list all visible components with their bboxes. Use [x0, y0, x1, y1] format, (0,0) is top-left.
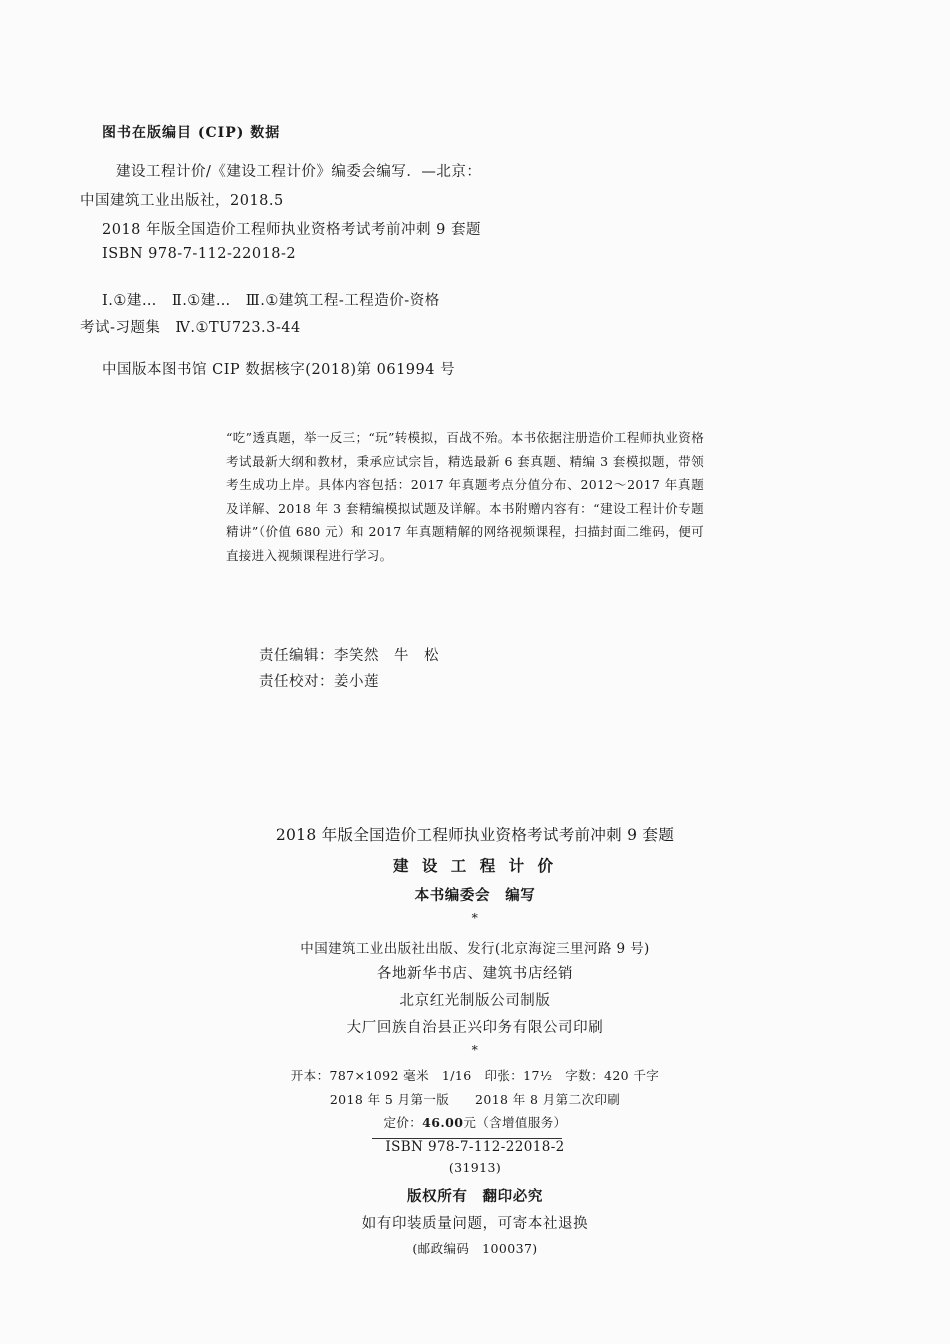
cip-line-1: 建设工程计价/《建设工程计价》编委会编写．—北京： — [116, 164, 482, 180]
printer-line: 大厂回族自治县正兴印务有限公司印刷 — [346, 1020, 604, 1036]
cip-heading: 图书在版编目 (CIP) 数据 — [102, 125, 281, 141]
series-title: 2018 年版全国造价工程师执业资格考试考前冲刺 9 套题 — [275, 826, 675, 844]
cip-line-2: 中国建筑工业出版社，2018.5 — [80, 193, 284, 209]
cip-line-6: 考试-习题集 Ⅳ.①TU723.3-44 — [80, 320, 301, 336]
responsible-proofreader: 责任校对：姜小莲 — [259, 674, 379, 690]
typesetter-line: 北京红光制版公司制版 — [399, 993, 551, 1009]
book-summary: “吃”透真题，举一反三；“玩”转模拟，百战不殆。本书依据注册造价工程师执业资格考试最新大纲和教材，秉承应试宗旨，精选最新 6 套真题、精编 3 套模拟题，带领考生成功上岸。具体内容包括：2017 年真题考点分值分布、2012～2017 年真题及详解、2018 年 3 套精编模拟试题及详解。本书附赠内容有：“建设工程计价专题精讲”（价值 680 元）和 2017 年真题精解的网络视频课程，扫描封面二维码，便可直接进入视频课程进行学习。 — [226, 430, 704, 563]
publisher-line: 中国建筑工业出版社出版、发行(北京海淀三里河路 9 号) — [300, 941, 650, 957]
book-title: 建 设 工 程 计 价 — [393, 856, 557, 875]
separator-star-2: * — [471, 1042, 479, 1057]
cip-record-number: 中国版本图书馆 CIP 数据核字(2018)第 061994 号 — [102, 362, 456, 378]
copyright-notice: 版权所有 翻印必究 — [407, 1188, 543, 1205]
price-suffix: 元（含增值服务） — [463, 1115, 567, 1130]
distributor-line: 各地新华书店、建筑书店经销 — [376, 966, 574, 982]
price-label: 定价： — [383, 1115, 423, 1130]
book-code: (31913) — [448, 1160, 502, 1175]
cip-line-5: Ⅰ.①建… Ⅱ.①建… Ⅲ.①建筑工程-工程造价-资格 — [102, 293, 440, 309]
format-specs: 开本：787×1092 毫米 1/16 印张：17½ 字数：420 千字 — [290, 1068, 660, 1083]
author-line: 本书编委会 编写 — [414, 887, 536, 904]
cip-line-4: ISBN 978-7-112-22018-2 — [102, 246, 297, 262]
responsible-editor: 责任编辑：李笑然 牛 松 — [259, 648, 439, 664]
edition-info: 2018 年 5 月第一版 2018 年 8 月第二次印刷 — [329, 1092, 621, 1107]
isbn-line: ISBN 978-7-112-22018-2 — [385, 1139, 565, 1155]
separator-star-1: * — [471, 910, 479, 925]
price-line — [0, 1113, 950, 1131]
postcode-line: (邮政编码 100037) — [412, 1241, 538, 1256]
cip-line-3: 2018 年版全国造价工程师执业资格考试考前冲刺 9 套题 — [102, 222, 481, 238]
price-value: 46.00 — [422, 1115, 464, 1130]
return-notice: 如有印装质量问题，可寄本社退换 — [361, 1216, 589, 1232]
